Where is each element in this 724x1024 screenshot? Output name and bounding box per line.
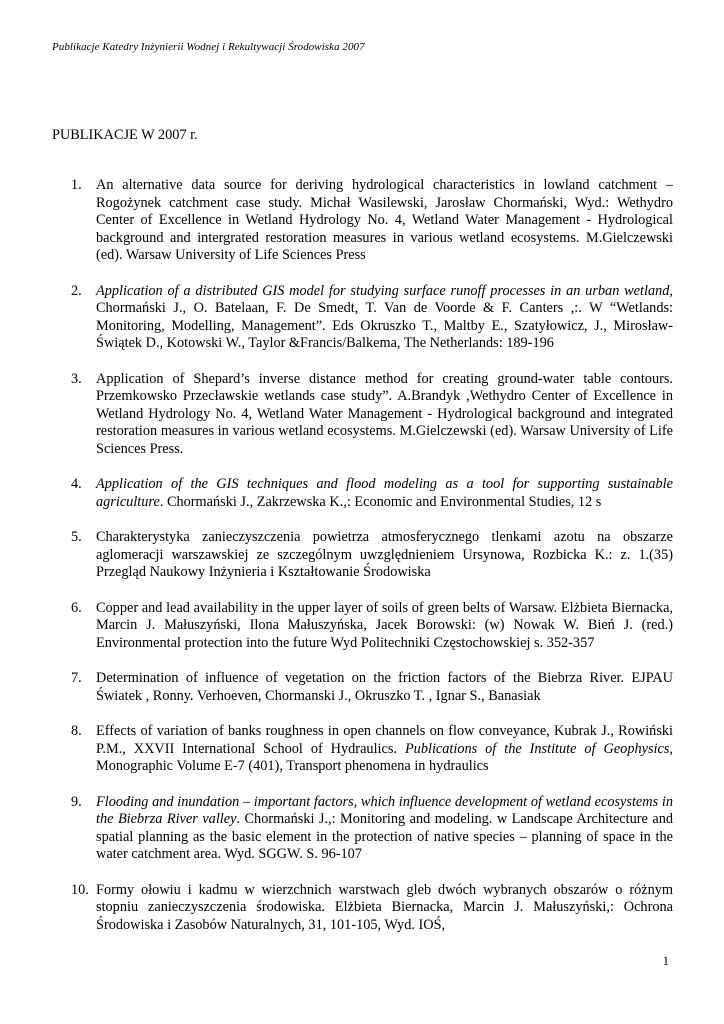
entry-number: 2.	[71, 282, 82, 299]
publication-list	[52, 177, 673, 952]
entry-text: Formy ołowiu i kadmu w wierzchnich warstwach gleb dwóch wybranych obszarów o różnym stopniu zanieczyszczenia środowiska. Elżbieta Biernacka, Marcin J. Małuszyński,: Ochrona Środowiska i Zasobów Naturalnych, 31, 101-105, Wyd. IOŚ,	[96, 881, 673, 933]
entry-number: 10.	[71, 881, 89, 898]
entry-text: Flooding and inundation – important factors, which influence development of wetland ecosystems in the Biebrza River valley. Chormański J.,: Monitoring and modeling. w Landscape Architecture and spatial planning as the basic element in the protection of native species – planning of space in the water catchment area. Wyd. SGGW. S. 96-107	[96, 793, 673, 862]
publication-entry	[52, 794, 673, 864]
publication-entry	[52, 882, 673, 935]
publication-entry	[52, 723, 673, 776]
entry-text: Determination of influence of vegetation on the friction factors of the Biebrza River. EJPAU Światek , Ronny. Verhoeven, Chormanski J., Okruszko T. , Ignar S., Banasiak	[96, 670, 673, 704]
entry-number: 7.	[71, 670, 82, 686]
page-number: 1	[662, 954, 669, 968]
publication-entry	[52, 371, 673, 459]
entry-text: Application of Shepard’s inverse distance method for creating ground-water table contours. Przemkowsko Przecławskie wetlands case study”. A.Brandyk ,Wethydro Center of Excellence in Wetland Hydrology No. 4, Wetland Water Management - Hydrological background and integrated restoration measures in various wetland ecosystems. M.Gielczewski (ed). Warsaw University of Life Sciences Press.	[96, 370, 673, 457]
entry-text: Application of the GIS techniques and flood modeling as a tool for supporting sustainable agriculture. Chormański J., Zakrzewska K.,: Economic and Environmental Studies, 12 s	[96, 476, 673, 510]
publication-entry	[52, 670, 673, 705]
publication-entry	[52, 476, 673, 511]
entry-number: 5.	[71, 529, 82, 545]
entry-text: Application of a distributed GIS model for studying surface runoff processes in an urban wetland, Chormański J., O. Batelaan, F. De Smedt, T. Van de Voorde & F. Canters ,:. W “Wetlands: Monitoring, Modelling, Management”. Eds Okruszko T., Maltby E., Szatyłowicz, J., Mirosław-Świątek D., Kotowski W., Taylor &Francis/Balkema, The Netherlands: 189-196	[96, 282, 673, 351]
entry-number: 8.	[71, 723, 82, 739]
publication-entry	[52, 529, 673, 582]
entry-text: Effects of variation of banks roughness in open channels on flow conveyance, Kubrak J., Rowiński P.M., XXVII International School of Hydraulics. Publications of the Institute of Geophysics, Monographic Volume E-7 (401), Transport phenomena in hydraulics	[96, 723, 673, 774]
entry-number: 3.	[71, 370, 82, 387]
entry-text: An alternative data source for deriving hydrological characteristics in lowland catchment – Rogożynek catchment case study. Michał Wasilewski, Jarosław Chormański, Wyd.: Wethydro Center of Excellence in Wetland Hydrology No. 4, Wetland Water Management - Hydrological background and intergrated restoration measures in various wetland ecosystems. M.Gielczewski (ed). Warsaw University of Life Sciences Press	[96, 177, 673, 263]
entry-text: Copper and lead availability in the upper layer of soils of green belts of Warsaw. Elżbieta Biernacka, Marcin J. Małuszyński, Ilona Małuszyńska, Jacek Borowski: (w) Nowak W. Bień J. (red.) Environmental protection into the future Wyd Politechniki Częstochowskiej s. 352-357	[96, 599, 673, 651]
entry-number: 9.	[71, 793, 82, 810]
entry-number: 1.	[71, 177, 82, 193]
page-heading: PUBLIKACJE W 2007 r.	[52, 127, 198, 143]
publication-entry	[52, 177, 673, 265]
entry-number: 6.	[71, 599, 82, 616]
running-header: Publikacje Katedry Inżynierii Wodnej i Rekultywacji Środowiska 2007	[52, 41, 365, 53]
publication-entry	[52, 283, 673, 353]
entry-text: Charakterystyka zanieczyszczenia powietrza atmosferycznego tlenkami azotu na obszarze aglomeracji warszawskiej ze szczególnym uwzględnieniem Ursynowa, Rozbicka K.: z. 1.(35) Przegląd Naukowy Inżynieria i Kształtowanie Środowiska	[96, 529, 673, 580]
publication-entry	[52, 600, 673, 653]
entry-number: 4.	[71, 476, 82, 492]
